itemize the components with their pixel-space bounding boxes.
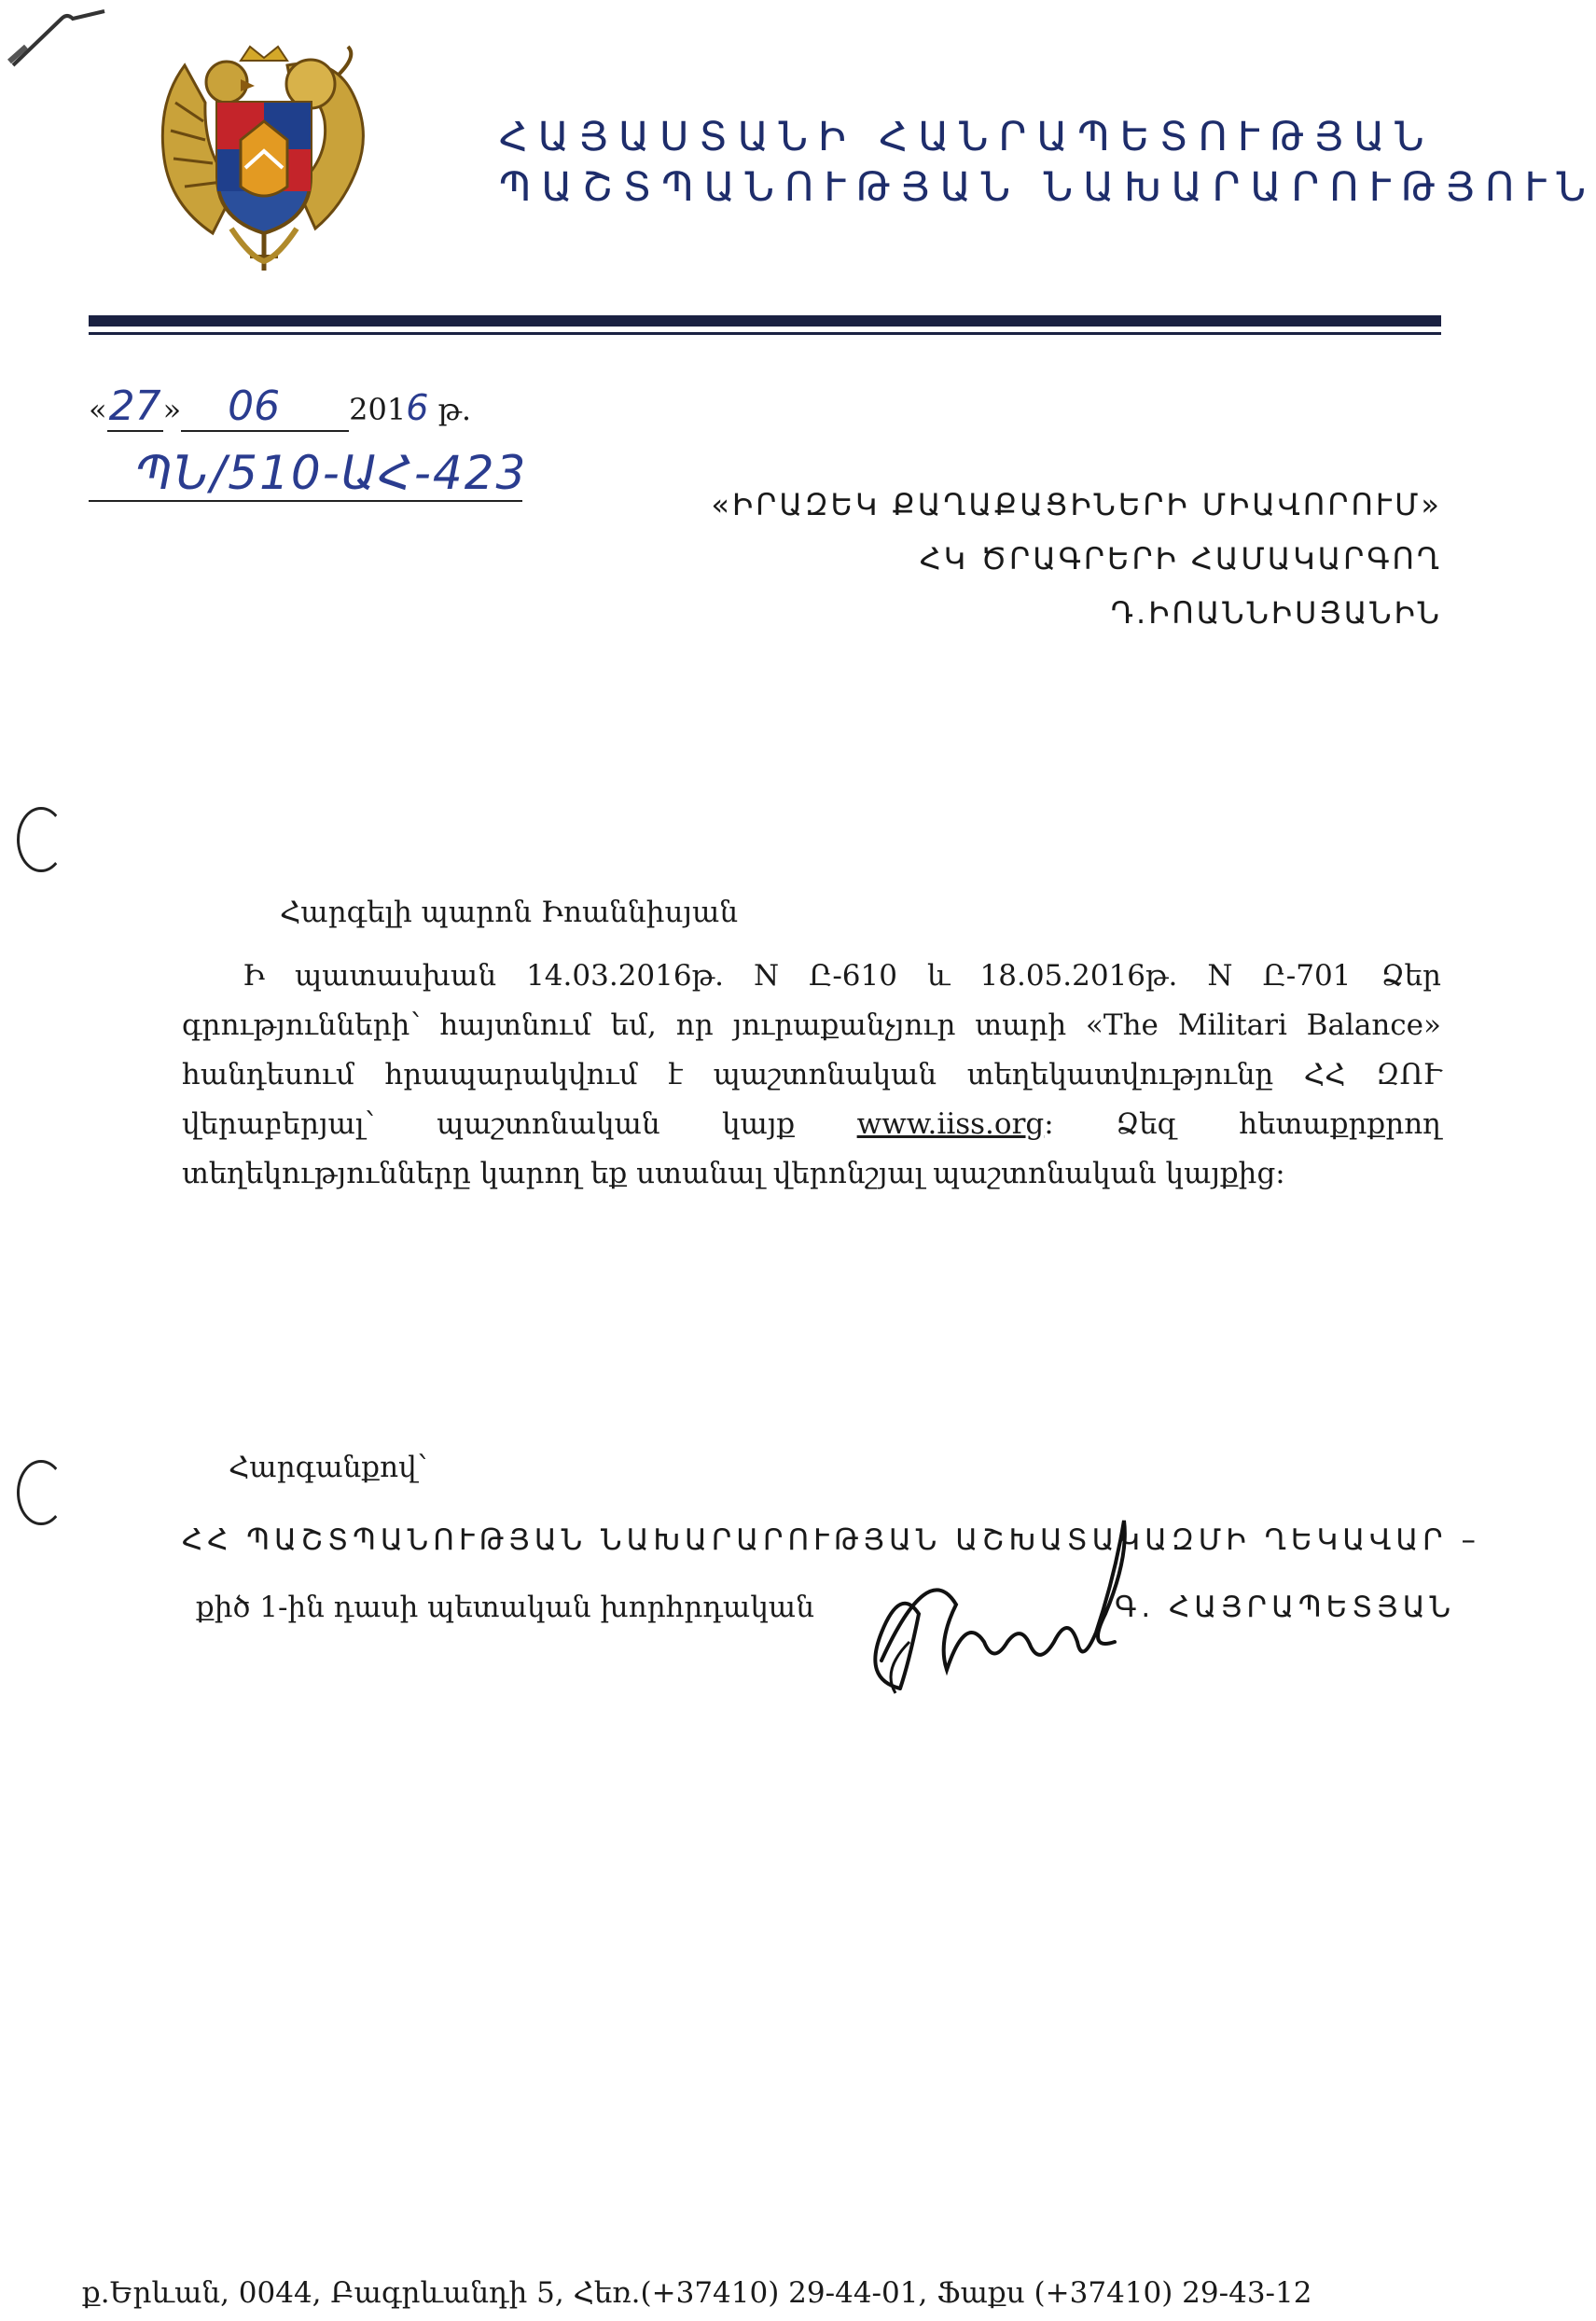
body-line: տեղեկությունները կարող եք ստանալ վերոնշյալ պաշտոնական կայքից: [182,1157,1285,1190]
staple-icon [7,6,110,71]
date-open-quote: « [89,392,107,427]
reference-number [89,446,528,502]
header-divider [89,315,1441,327]
salutation: Հարգելի պարոն Իոաննիսյան [280,896,739,929]
body-line-text: : Ձեզ հետաքրքրող [1044,1107,1441,1141]
letter-body [182,952,1441,1199]
ministry-title-line1: ՀԱՅԱՍՏԱՆԻ ՀԱՆՐԱՊԵՏՈՒԹՅԱՆ [499,114,1435,160]
addressee-organization: «ԻՐԱԶԵԿ ՔԱՂԱՔԱՑԻՆԵՐԻ ՄԻԱՎՈՐՈՒՄ» [711,487,1442,522]
reference-number-text: ՊՆ/510-ԱՀ-423 [135,446,528,500]
date-close-quote: » [162,392,182,427]
signatory-name: Գ. ՀԱՅՐԱՊԵՏՅԱՆ [1115,1591,1456,1624]
addressee-block [711,478,1442,640]
signatory-title: ՀՀ ՊԱՇՏՊԱՆՈՒԹՅԱՆ ՆԱԽԱՐԱՐՈՒԹՅԱՆ ԱՇԽԱՏԱԿԱԶՄԻ ՂԵԿԱՎԱՐ – [182,1523,1481,1557]
punch-hole-icon [17,1460,65,1525]
body-line-text: վերաբերյալ՝ պաշտոնական կայք [182,1107,857,1141]
body-line: Ի պատասխան 14.03.2016թ. N Ը-610 և 18.05.2016թ. N Ը-701 Ձեր [243,959,1441,993]
closing-regards: Հարգանքով՝ [229,1451,427,1484]
ministry-title [499,112,1596,213]
body-line: հանդեսում հրապարակվում է պաշտոնական տեղեկատվությունը ՀՀ ԶՈՒ [182,1058,1441,1091]
addressee-name: Դ.ԻՈԱՆՆԻՍՅԱՆԻՆ [1110,595,1442,631]
header-divider-thin [89,332,1441,335]
handwritten-signature-icon [844,1502,1152,1698]
ministry-title-line2: ՊԱՇՏՊԱՆՈՒԹՅԱՆ ՆԱԽԱՐԱՐՈՒԹՅՈՒՆ [499,164,1596,211]
footer-address: ք.Երևան, 0044, Բագրևանդի 5, Հեռ.(+37410) 29-44-01, Ֆաքս (+37410) 29-43-12 [82,2276,1312,2310]
addressee-position: ՀԿ ԾՐԱԳՐԵՐԻ ՀԱՄԱԿԱՐԳՈՂ [919,541,1442,577]
signatory-rank: քիծ 1-ին դասի պետական խորհրդական [196,1591,814,1624]
website-link[interactable]: www.iiss.org [856,1107,1045,1141]
body-line: գրությունների՝ հայտնում եմ, որ յուրաքանչյուր տարի «The Militari Balance» [182,1008,1441,1042]
date-day: 27 [108,382,161,430]
coat-of-arms-icon [147,47,381,275]
date-year-printed: 201 [349,392,407,427]
date-year-hand: 6 [406,387,429,428]
body-line [182,1100,1441,1149]
punch-hole-icon [17,807,65,872]
date-suffix: թ. [437,392,472,427]
letter-date [89,382,471,432]
date-month: 06 [228,382,281,430]
